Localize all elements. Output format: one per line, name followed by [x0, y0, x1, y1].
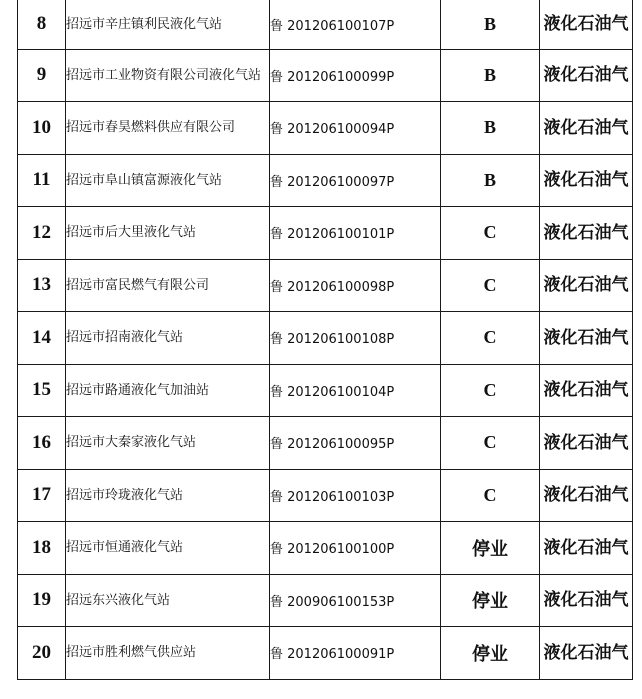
gas-type-cell: 液化石油气: [540, 417, 633, 470]
row-number-cell: 8: [18, 0, 66, 49]
station-name-cell: 招远市胜利燃气供应站: [66, 627, 270, 680]
license-no-cell: 鲁 201206100098P: [270, 259, 441, 312]
grade-cell: 停业: [441, 574, 540, 627]
station-name-cell: 招远市大秦家液化气站: [66, 417, 270, 470]
gas-type-cell: 液化石油气: [540, 259, 633, 312]
row-number-cell: 13: [18, 259, 66, 312]
table-row: [18, 364, 633, 417]
row-number-cell: 16: [18, 417, 66, 470]
gas-type-cell: 液化石油气: [540, 469, 633, 522]
grade-cell: C: [441, 207, 540, 260]
row-number-cell: 19: [18, 574, 66, 627]
table-row: [18, 49, 633, 102]
table-row: [18, 102, 633, 155]
station-name-cell: 招远市恒通液化气站: [66, 522, 270, 575]
gas-type-cell: 液化石油气: [540, 627, 633, 680]
gas-type-cell: 液化石油气: [540, 574, 633, 627]
table-row: [18, 207, 633, 260]
row-number-cell: 10: [18, 102, 66, 155]
gas-type-cell: 液化石油气: [540, 102, 633, 155]
gas-station-table-sheet: [17, 0, 632, 699]
grade-cell: B: [441, 49, 540, 102]
station-name-cell: 招远市后大里液化气站: [66, 207, 270, 260]
gas-type-cell: 液化石油气: [540, 312, 633, 365]
license-no-cell: 鲁 201206100101P: [270, 207, 441, 260]
grade-cell: B: [441, 154, 540, 207]
table-row: [18, 154, 633, 207]
license-no-cell: 鲁 201206100108P: [270, 312, 441, 365]
table-row: [18, 259, 633, 312]
table-row: [18, 574, 633, 627]
license-no-cell: 鲁 201206100095P: [270, 417, 441, 470]
license-no-cell: 鲁 200906100153P: [270, 574, 441, 627]
row-number-cell: 17: [18, 469, 66, 522]
station-name-cell: 招远市玲珑液化气站: [66, 469, 270, 522]
license-no-cell: 鲁 201206100099P: [270, 49, 441, 102]
grade-cell: 停业: [441, 522, 540, 575]
license-no-cell: 鲁 201206100104P: [270, 364, 441, 417]
station-name-cell: 招远市辛庄镇利民液化气站: [66, 0, 270, 49]
table-row: [18, 312, 633, 365]
grade-cell: C: [441, 364, 540, 417]
station-name-cell: 招远市阜山镇富源液化气站: [66, 154, 270, 207]
license-no-cell: 鲁 201206100107P: [270, 0, 441, 49]
license-no-cell: 鲁 201206100097P: [270, 154, 441, 207]
table-body: [18, 0, 633, 679]
table-row: [18, 627, 633, 680]
row-number-cell: 20: [18, 627, 66, 680]
station-name-cell: 招远市春昊燃料供应有限公司: [66, 102, 270, 155]
gas-type-cell: 液化石油气: [540, 49, 633, 102]
gas-type-cell: 液化石油气: [540, 0, 633, 49]
license-no-cell: 鲁 201206100100P: [270, 522, 441, 575]
grade-cell: 停业: [441, 627, 540, 680]
gas-type-cell: 液化石油气: [540, 522, 633, 575]
station-name-cell: 招远市路通液化气加油站: [66, 364, 270, 417]
gas-station-table: [17, 0, 633, 680]
row-number-cell: 18: [18, 522, 66, 575]
row-number-cell: 11: [18, 154, 66, 207]
license-no-cell: 鲁 201206100091P: [270, 627, 441, 680]
license-no-cell: 鲁 201206100103P: [270, 469, 441, 522]
table-row: [18, 522, 633, 575]
station-name-cell: 招远市招南液化气站: [66, 312, 270, 365]
grade-cell: C: [441, 417, 540, 470]
license-no-cell: 鲁 201206100094P: [270, 102, 441, 155]
table-row: [18, 469, 633, 522]
row-number-cell: 14: [18, 312, 66, 365]
grade-cell: C: [441, 469, 540, 522]
gas-type-cell: 液化石油气: [540, 207, 633, 260]
station-name-cell: 招远市工业物资有限公司液化气站: [66, 49, 270, 102]
station-name-cell: 招远东兴液化气站: [66, 574, 270, 627]
grade-cell: C: [441, 312, 540, 365]
station-name-cell: 招远市富民燃气有限公司: [66, 259, 270, 312]
grade-cell: C: [441, 259, 540, 312]
row-number-cell: 15: [18, 364, 66, 417]
gas-type-cell: 液化石油气: [540, 364, 633, 417]
row-number-cell: 12: [18, 207, 66, 260]
gas-type-cell: 液化石油气: [540, 154, 633, 207]
grade-cell: B: [441, 102, 540, 155]
row-number-cell: 9: [18, 49, 66, 102]
table-row: [18, 0, 633, 49]
grade-cell: B: [441, 0, 540, 49]
table-row: [18, 417, 633, 470]
